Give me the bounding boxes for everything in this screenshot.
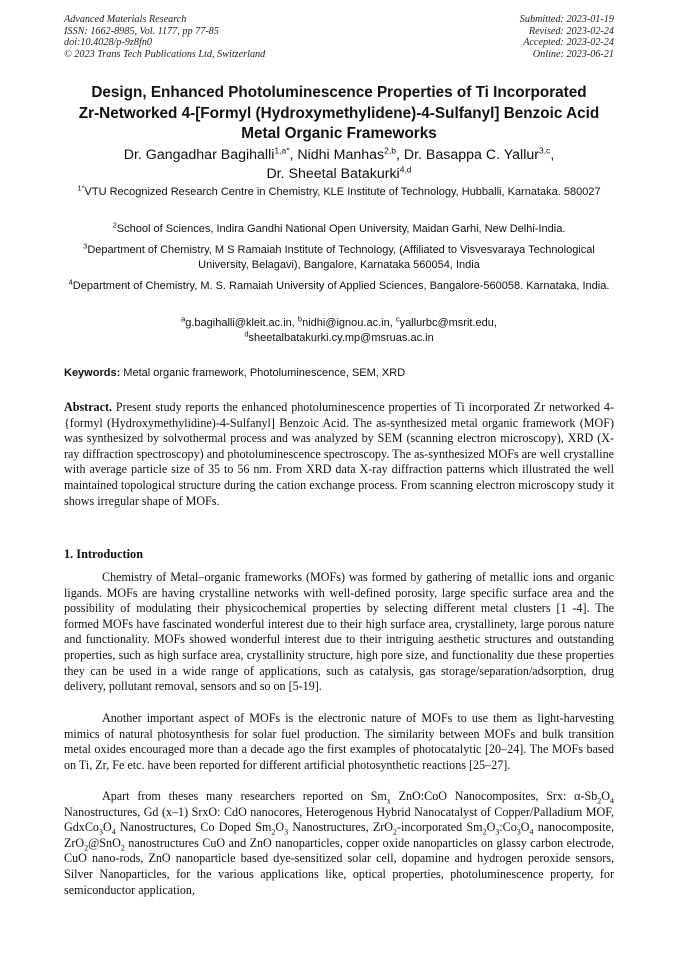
affiliation-text: Department of Chemistry, M. S. Ramaiah University of Applied Sciences, Bangalore-560058. Karnataka, India. <box>72 280 610 292</box>
author-affiliation-mark: 2,b <box>384 145 396 156</box>
author-list <box>40 146 638 184</box>
author-name: Dr. Gangadhar Bagihalli <box>123 147 275 163</box>
dates-header <box>520 14 614 60</box>
subscript: 2 <box>393 827 398 837</box>
text-run: Apart from theses many researchers reported on Sm <box>102 789 387 803</box>
intro-paragraph-2: Another important aspect of MOFs is the electronic nature of MOFs to use them as light-harvesting mimics of natural photosynthesis for solar fuel production. The similarity between MOFs and bulk transition metal oxides encouraged more than a decade ago the first examples of photocatalytic [20–24]. The MOFs based on Ti, Zr, Fe etc. have been reported for different artificial photosynthetic reactions [25–27]. <box>64 711 614 772</box>
text-run: ZnO:CoO Nanocomposites, Srx: α-Sb <box>390 789 598 803</box>
email-mark: a <box>181 314 186 324</box>
subscript: 4 <box>111 827 116 837</box>
affiliation-text: School of Sciences, Indira Gandhi National Open University, Maidan Garhi, New Delhi-India. <box>116 223 566 235</box>
date-submitted: Submitted: 2023-01-19 <box>519 14 614 25</box>
journal-issn: ISSN: 1662-8985, Vol. 1177, pp 77-85 <box>64 25 219 37</box>
text-run: @SnO <box>88 835 121 850</box>
text-run: O <box>520 820 530 835</box>
abstract <box>64 400 614 509</box>
text-run: O <box>102 820 112 835</box>
affiliation-mark: 2 <box>112 220 117 230</box>
text-run: Nanostructures, Co Doped Sm <box>115 820 272 835</box>
title-line: Zr-Networked 4-[Formyl (Hydroxymethylidene)-4-Sulfanyl] Benzoic Acid <box>78 104 600 122</box>
subscript: 2 <box>597 796 602 806</box>
section-heading: 1. Introduction <box>64 547 144 561</box>
subscript: 2 <box>482 827 487 837</box>
subscript: x <box>386 796 391 806</box>
email-mark: c <box>395 314 400 324</box>
text-run: O <box>275 820 285 835</box>
email-mark: d <box>244 328 249 338</box>
abstract-label: Abstract. <box>64 400 113 414</box>
date-accepted: Accepted: 2023-02-24 <box>523 37 614 49</box>
email-list <box>64 316 614 345</box>
subscript: 4 <box>610 796 615 806</box>
subscript: 3 <box>98 827 103 837</box>
subscript: 2 <box>120 843 125 853</box>
subscript: 2 <box>271 827 276 837</box>
author-line-2 <box>40 165 638 184</box>
email-address: sheetalbatakurki.cy.mp@msruas.ac.in <box>248 331 434 344</box>
title-line: Design, Enhanced Photoluminescence Properties of Ti Incorporated <box>91 84 587 101</box>
author-name: Dr. Sheetal Batakurki <box>266 166 400 182</box>
author-name: , Nidhi Manhas <box>289 147 385 163</box>
subscript: 3 <box>516 827 521 837</box>
text-run: nanocomposite, ZrO <box>64 820 615 850</box>
text-run: :Co <box>499 820 517 835</box>
author-separator: , <box>550 147 555 163</box>
subscript: 3 <box>284 827 289 837</box>
email-line-2 <box>64 328 614 346</box>
journal-name: Advanced Materials Research <box>64 14 187 25</box>
intro-paragraph-3 <box>64 789 614 898</box>
text-run: Nanostructures, ZrO <box>288 820 394 835</box>
journal-header <box>64 14 265 60</box>
subscript: 3 <box>495 827 500 837</box>
keywords <box>64 366 405 380</box>
date-online: Online: 2023-06-21 <box>532 48 614 60</box>
affiliation-mark: 1* <box>77 183 85 193</box>
paper-title <box>40 83 638 145</box>
author-affiliation-mark: 3,c <box>538 145 551 156</box>
text-run: nanostructures CuO and ZnO nanoparticles, copper oxide nanoparticles on glassy carbon electrode, CuO nano-rods, ZnO nanoparticle based dye-sensitized solar cell, dopamine and hydrogen peroxide sensors, Silver Nanoparticles, for the various applications like, optical properties, photoluminescence property, for semiconductor application, <box>64 835 614 897</box>
text-run: O <box>486 820 496 835</box>
subscript: 4 <box>529 827 534 837</box>
title-line: Metal Organic Frameworks <box>241 125 437 142</box>
affiliation-text: VTU Recognized Research Centre in Chemistry, KLE Institute of Technology, Hubballi, Karnataka. 580027 <box>84 186 601 198</box>
author-affiliation-mark: 4,d <box>399 164 412 175</box>
email-mark: b <box>297 314 303 324</box>
abstract-text: Present study reports the enhanced photoluminescence properties of Ti incorporated Zr networked 4-{formyl (Hydroxymethylidine)-4-Sulfanyl] Benzoic Acid. The as-synthesized metal organic framework (MOF) was synthesized by solvothermal process and was analyzed by SEM (scanning electron microscopy), XRD (X-ray diffraction spectroscopy) and photoluminescence spectroscopy. The as-synthesized MOFs are well crystalline with average particle size of 35 to 56 nm. From XRD data X-ray diffraction patterns which illustrated the well maintained topological structure during the cation exchange process. From scanning electron microscopy study it shows irregular shape of MOFs. <box>64 400 614 508</box>
author-name: , Dr. Basappa C. Yallur <box>395 147 539 163</box>
text-run: Nanostructures, Gd (x–1) SrxO: CdO nanocores, Heterogenous Hybrid Nanocatalyst of Copper/Palladium MOF, GdxCo <box>64 804 614 835</box>
author-line-1 <box>40 146 638 165</box>
author-affiliation-mark: 1,a* <box>274 145 290 156</box>
text-run: -incorporated Sm <box>397 820 483 835</box>
affiliation-mark: 3 <box>83 241 88 251</box>
subscript: 2 <box>84 843 89 853</box>
affiliation-3 <box>64 243 614 272</box>
affiliation-1 <box>64 185 614 200</box>
affiliation-4 <box>64 279 614 294</box>
journal-copyright: © 2023 Trans Tech Publications Ltd, Switzerland <box>64 48 266 60</box>
journal-doi: doi:10.4028/p-9z8fn0 <box>64 37 153 49</box>
text-run: O <box>601 789 611 803</box>
affiliation-2 <box>64 222 614 237</box>
email-address: g.bagihalli@kleit.ac.in, <box>185 317 298 329</box>
email-address: nidhi@ignou.ac.in, <box>302 317 396 329</box>
email-line-1 <box>64 316 614 331</box>
affiliation-text: Department of Chemistry, M S Ramaiah Institute of Technology, (Affiliated to Visvesvaraya Technological University, Belagavi), Bangalore, Karnataka 560054, India <box>87 244 595 271</box>
intro-paragraph-1: Chemistry of Metal–organic frameworks (MOFs) was formed by gathering of metallic ions and organic ligands. MOFs are having crystalline networks with well-defined porosity, large specific surface area and the possibility of modulating their physicochemical properties by selecting different metal clusters [1 -4]. The formed MOFs have fascinated wonderful interest due to their high surface area, crystallinety, large porous nature and functionality. MOFs showed wonderful interest due to their intriguing aesthetic structures and outstanding properties, such as high surface area, crystallinity structure, high pore size, and functionality due these properties they can be used in a wide range of applications, such as catalysis, gas storage/separation/adsorption, drug delivery, pollutant removal, sensors and so on [5-19]. <box>64 570 614 694</box>
affiliation-mark: 4 <box>68 277 73 287</box>
keywords-text: Metal organic framework, Photoluminescence, SEM, XRD <box>120 367 406 379</box>
keywords-label: Keywords: <box>64 367 121 379</box>
email-address: yallurbc@msrit.edu, <box>399 317 497 329</box>
date-revised: Revised: 2023-02-24 <box>528 25 614 37</box>
